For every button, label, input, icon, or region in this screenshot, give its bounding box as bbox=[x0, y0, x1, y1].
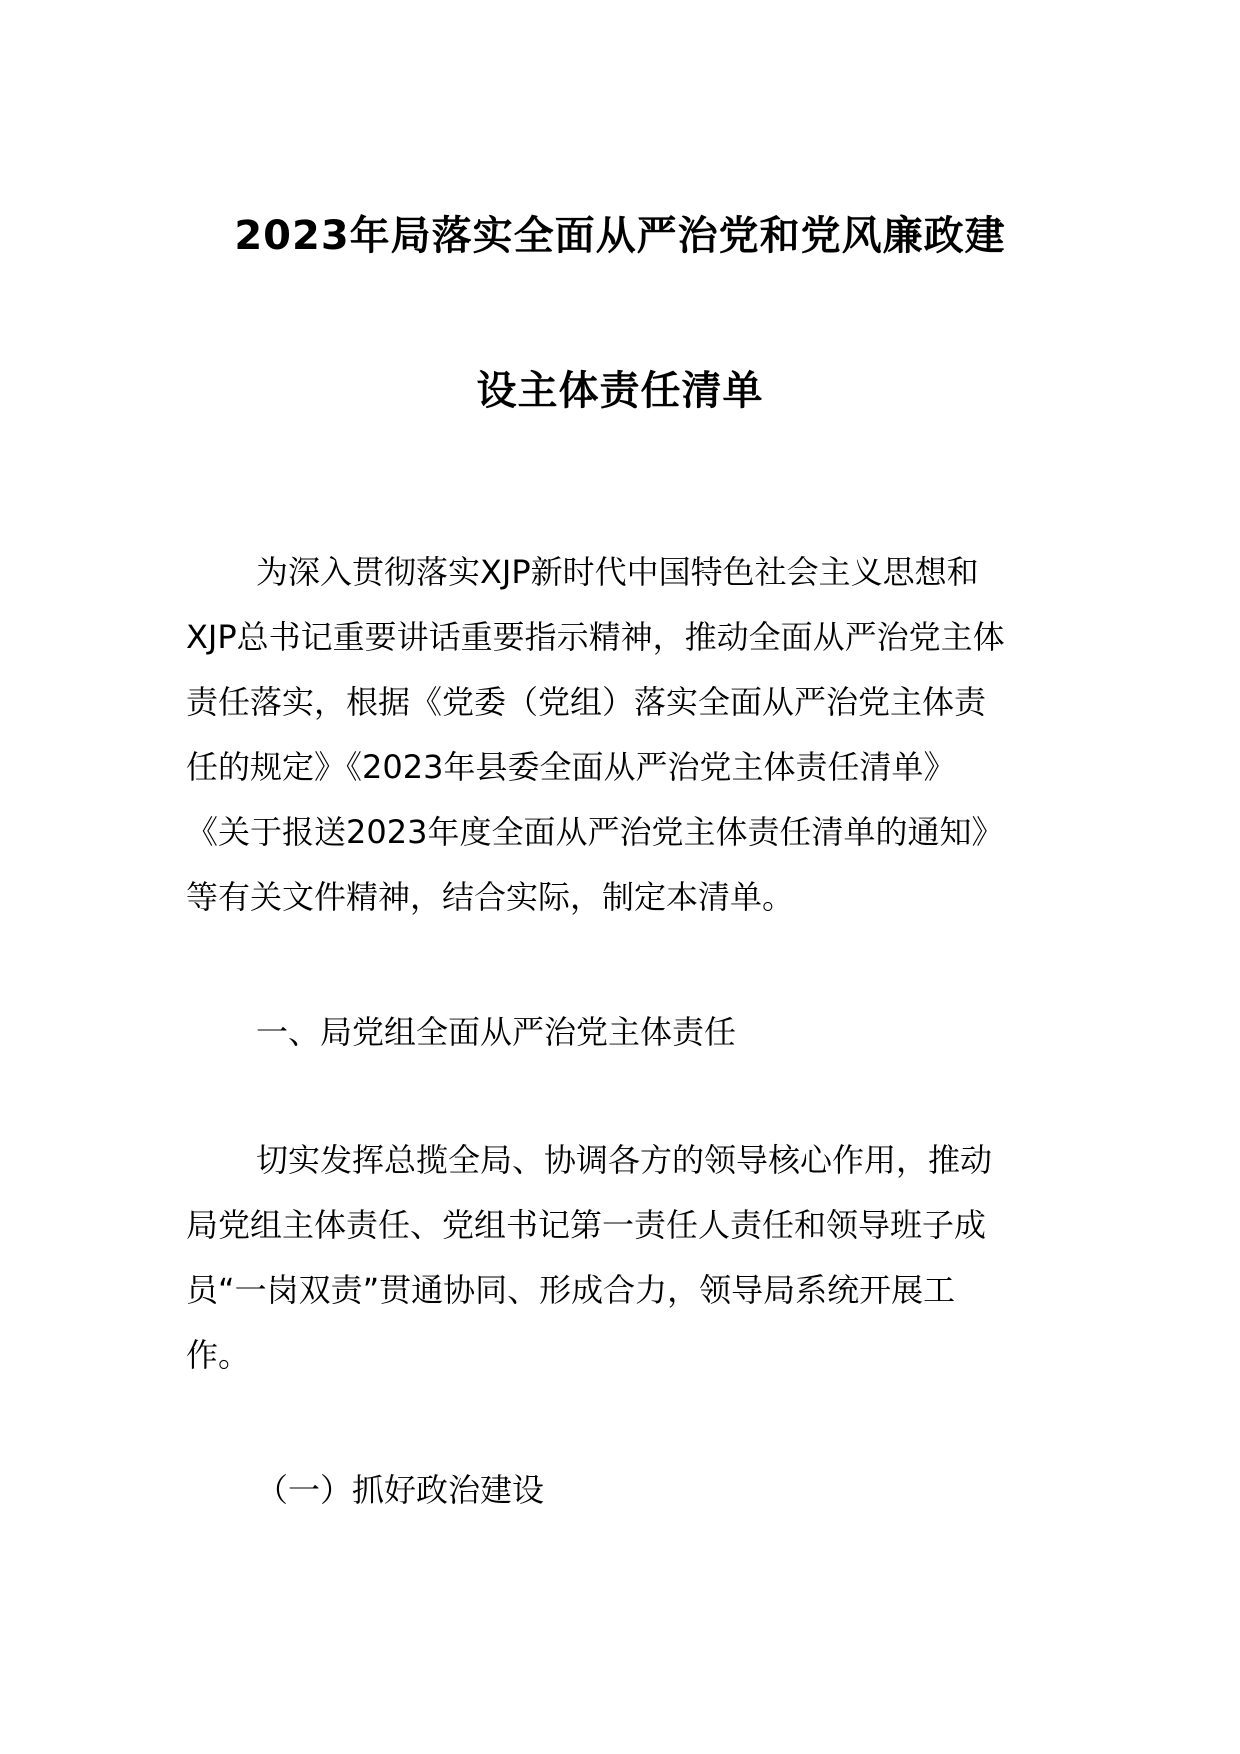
intro-line: XJP总书记重要讲话重要指示精神，推动全面从严治党主体 bbox=[186, 618, 1005, 656]
section-1-heading bbox=[186, 1000, 1056, 1065]
intro-paragraph bbox=[186, 540, 1056, 930]
section-1-paragraph bbox=[186, 1128, 1056, 1388]
section-1-line: 切实发挥总揽全局、协调各方的领导核心作用，推动 bbox=[256, 1141, 993, 1179]
intro-line: 《关于报送2023年度全面从严治党主体责任清单的通知》 bbox=[186, 813, 1004, 851]
document-title-line-1: 2023年局落实全面从严治党和党风廉政建 bbox=[234, 213, 1006, 259]
intro-line: 等有关文件精神，结合实际，制定本清单。 bbox=[186, 878, 795, 916]
intro-line: 责任落实，根据《党委（党组）落实全面从严治党主体责 bbox=[186, 683, 987, 721]
subsection-1-heading bbox=[186, 1458, 1056, 1523]
section-1-line: 局党组主体责任、党组书记第一责任人责任和领导班子成 bbox=[186, 1206, 987, 1244]
section-heading-text: 一、局党组全面从严治党主体责任 bbox=[256, 1013, 737, 1051]
subsection-heading-text: （一）抓好政治建设 bbox=[256, 1471, 545, 1509]
intro-line: 任的规定》《2023年县委全面从严治党主体责任清单》 bbox=[186, 748, 956, 786]
intro-line: 为深入贯彻落实XJP新时代中国特色社会主义思想和 bbox=[256, 553, 979, 591]
document-title-line-2: 设主体责任清单 bbox=[476, 368, 764, 414]
section-1-line: 员“一岗双责”贯通协同、形成合力，领导局系统开展工 bbox=[186, 1271, 956, 1309]
section-1-line: 作。 bbox=[186, 1336, 251, 1374]
